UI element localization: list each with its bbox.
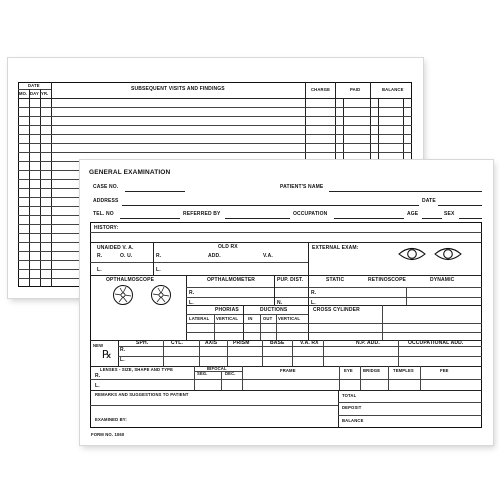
lens-col-seg: SEG. (197, 371, 208, 376)
lens-col-temples: TEMPLES (393, 368, 414, 373)
rx-col-occupational-add: OCCUPATIONAL ADD. (408, 340, 464, 346)
static-r-label: R. (311, 290, 317, 296)
rx-col-cyl: CYL. (171, 340, 183, 346)
ductions-label: DUCTIONS (260, 307, 288, 313)
charge-header: CHARGE (311, 87, 331, 92)
date-group-header: DATE (28, 83, 40, 88)
rx-col-np-add: N.P. ADD. (356, 340, 380, 346)
right-eye-icon (398, 246, 426, 262)
lens-col-fee: FEE (440, 368, 449, 373)
lens-col-bridge: BRIDGE (363, 368, 381, 373)
ductions-in-label: IN (248, 316, 253, 321)
unaided-r-label: R. (97, 253, 103, 259)
date-col-year: YR. (41, 90, 49, 96)
date-col-day: DAY (30, 90, 39, 96)
right-fundus-diagram-icon (112, 284, 134, 306)
lens-l-label: L. (95, 383, 100, 389)
unaided-va-label: UNAIDED V. A. (97, 245, 134, 251)
old-rx-l-label: L. (156, 267, 161, 273)
opthalmoscope-label: OPTHALMOSCOPE (106, 277, 155, 283)
rx-col-base: BASE (270, 340, 285, 346)
lens-col-lenses: LENSES - SIZE, SHAPE AND TYPE (100, 367, 174, 372)
examined-by-label: EXAMINED BY: (95, 417, 127, 422)
referred-by-label: REFERRED BY (183, 211, 221, 217)
pup-dist-n-label: N. (277, 300, 283, 306)
old-rx-add-label: ADD. (208, 253, 221, 259)
opthalmometer-label: OPTHALMOMETER (207, 277, 256, 283)
date-col-month: MO. (19, 90, 28, 96)
opthalmometer-l-label: L. (189, 300, 194, 306)
new-label: NEW (93, 343, 104, 348)
front-card (80, 160, 493, 445)
unaided-ou-label: O. U. (120, 253, 133, 259)
remarks-label: REMARKS AND SUGGESTIONS TO PATIENT (95, 392, 189, 397)
paid-header: PAID (350, 87, 361, 92)
left-eye-icon (434, 246, 462, 262)
deposit-label: DEPOSIT (342, 405, 362, 410)
rx-col-va-rx: V.A. RX (300, 340, 319, 346)
phorias-label: PHORIAS (215, 307, 239, 313)
address-line (122, 205, 419, 206)
phorias-lateral-label: LATERAL (189, 316, 210, 321)
tel-no-label: TEL. NO (93, 211, 114, 217)
tel-no-line (120, 218, 180, 219)
history-label: HISTORY: (94, 225, 119, 231)
lens-col-eye: EYE (344, 368, 353, 373)
form-title: GENERAL EXAMINATION (89, 169, 171, 176)
age-label: AGE (407, 211, 419, 217)
lens-col-frame: FRAME (280, 368, 296, 373)
occupation-label: OCCUPATION (293, 211, 328, 217)
rx-symbol-icon: ℞ (102, 348, 113, 361)
ductions-out-label: OUT (263, 316, 273, 321)
old-rx-r-label: R. (156, 253, 162, 259)
retinoscope-label: RETINOSCOPE (368, 277, 407, 283)
rx-col-sph: SPH. (136, 340, 149, 346)
age-line (422, 218, 442, 219)
address-label: ADDRESS (93, 198, 119, 204)
form-number: FORM NO. 1060 (91, 432, 125, 437)
static-label: STATIC (326, 277, 345, 283)
total-label: TOTAL (342, 393, 357, 398)
patients-name-line (329, 191, 482, 192)
old-rx-label: OLD RX (218, 244, 238, 250)
phorias-vertical-label: VERTICAL (216, 316, 239, 321)
lens-col-dec: DEC. (225, 371, 236, 376)
old-rx-va-label: V.A. (263, 253, 273, 259)
external-exam-label: EXTERNAL EXAM: (312, 245, 359, 251)
rx-r-label: R. (120, 347, 126, 353)
visits-title: SUBSEQUENT VISITS AND FINDINGS (131, 86, 225, 92)
dynamic-label: DYNAMIC (430, 277, 455, 283)
balance-label: BALANCE (342, 418, 364, 423)
sex-line (459, 218, 482, 219)
rx-col-axis: AXIS (205, 340, 218, 346)
rx-l-label: L. (120, 357, 125, 363)
opthalmometer-r-label: R. (189, 290, 195, 296)
referred-by-line (225, 218, 290, 219)
left-fundus-diagram-icon (150, 284, 172, 306)
date-line (438, 205, 482, 206)
patients-name-label: PATIENT'S NAME (280, 184, 324, 190)
occupation-line (334, 218, 404, 219)
lens-r-label: R. (95, 373, 101, 379)
ductions-vertical-label: VERTICAL (278, 316, 301, 321)
unaided-l-label: L. (97, 267, 102, 273)
case-no-label: CASE NO. (93, 184, 119, 190)
balance-header: BALANCE (382, 87, 404, 92)
rx-col-prism: PRISM (233, 340, 250, 346)
lens-col-bifocal: BIFOCAL (207, 366, 227, 371)
pup-dist-label: PUP. DIST. (277, 277, 304, 283)
date-label: DATE (422, 198, 436, 204)
case-no-line (125, 191, 185, 192)
sex-label: SEX (444, 211, 455, 217)
static-l-label: L. (311, 300, 316, 306)
cross-cylinder-label: CROSS CYLINDER (313, 307, 360, 313)
